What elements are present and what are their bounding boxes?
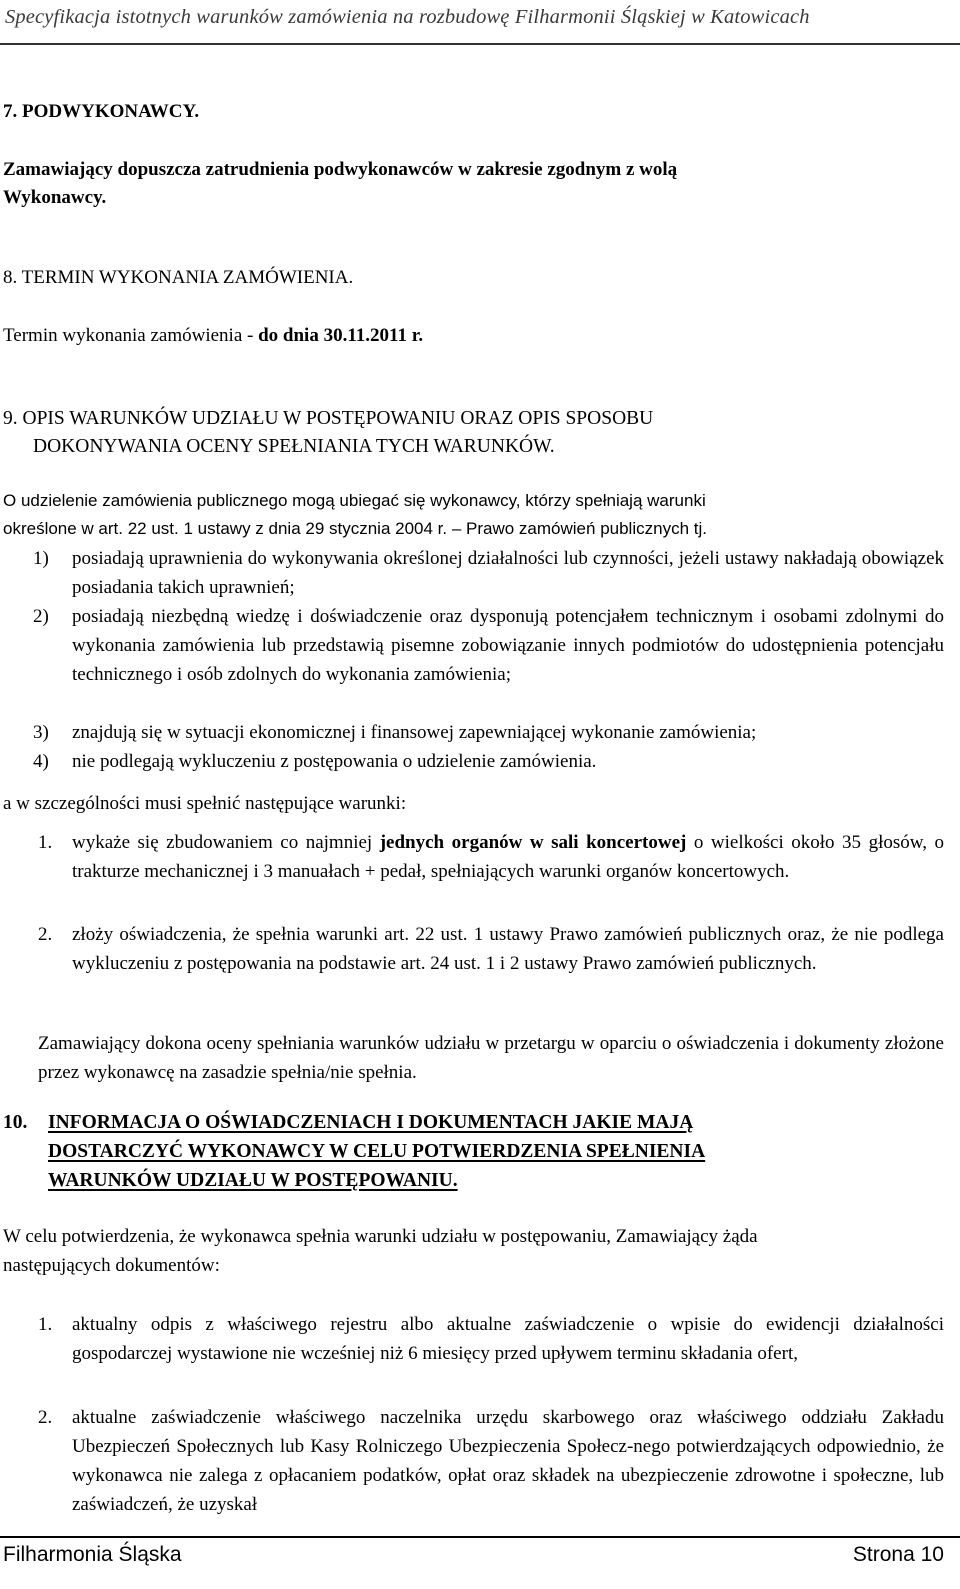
condition-number: 2) — [33, 606, 49, 627]
header-rule — [0, 43, 960, 45]
particular-number: 1. — [38, 832, 53, 853]
section-10-title-line-3: WARUNKÓW UDZIAŁU W POSTĘPOWANIU. — [48, 1170, 458, 1191]
term-value: do dnia 30.11.2011 r. — [258, 325, 424, 346]
section-9-title-line-1: 9. OPIS WARUNKÓW UDZIAŁU W POSTĘPOWANIU ORAZ OPIS SPOSOBU — [3, 408, 654, 429]
document-item: aktualny odpis z właściwego rejestru albo aktualne zaświadczenie o wpisie do ewidencji działalności gospodarczej wystawione nie wcześniej niż 6 miesięcy przed upływem terminu składania ofert, — [72, 1314, 944, 1364]
section-10-title-line-1: INFORMACJA O OŚWIADCZENIACH I DOKUMENTACH JAKIE MAJĄ — [48, 1112, 694, 1133]
particular-text-a: wykaże się zbudowaniem co najmniej — [72, 832, 380, 853]
particular-text-bold: jednych organów w sali koncertowej — [379, 832, 687, 853]
section-10-title-line-2: DOSTARCZYĆ WYKONAWCY W CELU POTWIERDZENIA SPEŁNIENIA — [48, 1141, 706, 1162]
page-number: Strona 10 — [852, 1543, 944, 1566]
document-item: aktualne zaświadczenie właściwego naczelnika urzędu skarbowego oraz właściwego oddziału Zakładu Ubezpieczeń Społecznych lub Kasy Rolniczego Ubezpieczenia Społecz-nego potwierdzających odpowiednio, że wykonawca nie zalega z opłacaniem podatków, opłat oraz składek na ubezpieczenie zdrowotne i społeczne, lub zaświadczeń, że uzyskał — [72, 1407, 944, 1515]
condition-number: 1) — [33, 548, 49, 569]
condition-number: 3) — [33, 722, 49, 743]
term-label: Termin wykonania zamówienia - — [3, 325, 259, 346]
particular-item — [72, 828, 944, 886]
condition-item: znajdują się w sytuacji ekonomicznej i finansowej zapewniającej wykonanie zamówienia; — [72, 722, 757, 743]
section-10-intro: W celu potwierdzenia, że wykonawca spełnia warunki udziału w postępowaniu, Zamawiający żąda następujących dokumentów: — [3, 1226, 758, 1276]
particular-number: 2. — [38, 924, 53, 945]
section-9-title-line-2: DOKONYWANIA OCENY SPEŁNIANIA TYCH WARUNKÓW. — [33, 436, 555, 457]
particular-conditions-intro: a w szczególności musi spełnić następujące warunki: — [3, 793, 407, 814]
section-8-title: 8. TERMIN WYKONANIA ZAMÓWIENIA. — [3, 267, 354, 288]
section-9-intro-line-1: O udzielenie zamówienia publicznego mogą ubiegać się wykonawcy, którzy spełniają warunki — [3, 491, 706, 510]
footer-rule — [0, 1536, 960, 1538]
particular-text-b: o wielkości około 35 głosów, o trakturze mechanicznej i 3 manuałach + pedał, spełniających warunki organów koncertowych. — [72, 832, 944, 882]
document-number: 2. — [38, 1407, 53, 1428]
condition-item: posiadają niezbędną wiedzę i doświadczenie oraz dysponują potencjałem technicznym i osobami zdolnymi do wykonania zamówienia lub przedstawią pisemne zobowiązanie innych podmiotów do udostępnienia potencjału technicznego i osób zdolnych do wykonania zamówienia; — [72, 606, 944, 685]
section-7-title: 7. PODWYKONAWCY. — [3, 101, 200, 122]
assessment-paragraph: Zamawiający dokona oceny spełniania warunków udziału w przetargu w oparciu o oświadczenia i dokumenty złożone przez wykonawcę na zasadzie spełnia/nie spełnia. — [38, 1033, 944, 1083]
condition-item: nie podlegają wykluczeniu z postępowania o udzielenie zamówienia. — [72, 751, 597, 772]
document-number: 1. — [38, 1314, 53, 1335]
section-7-body-line-1: Zamawiający dopuszcza zatrudnienia podwykonawców w zakresie zgodnym z wolą — [3, 159, 678, 180]
section-8-term — [3, 322, 423, 350]
section-10-number: 10. — [3, 1112, 28, 1133]
condition-number: 4) — [33, 751, 49, 772]
section-7-body-line-2: Wykonawcy. — [3, 187, 107, 208]
section-9-intro-line-2: określone w art. 22 ust. 1 ustawy z dnia 29 stycznia 2004 r. – Prawo zamówień publicznych tj. — [3, 519, 707, 538]
footer-organization: Filharmonia Śląska — [3, 1543, 182, 1566]
running-header: Specyfikacja istotnych warunków zamówienia na rozbudowę Filharmonii Śląskiej w Katowicach — [5, 6, 810, 28]
particular-item: złoży oświadczenia, że spełnia warunki art. 22 ust. 1 ustawy Prawo zamówień publicznych oraz, że nie podlega wykluczeniu z postępowania na podstawie art. 24 ust. 1 i 2 ustawy Prawo zamówień publicznych. — [72, 924, 944, 974]
condition-item: posiadają uprawnienia do wykonywania określonej działalności lub czynności, jeżeli ustawy nakładają obowiązek posiadania takich uprawnień; — [72, 548, 944, 598]
